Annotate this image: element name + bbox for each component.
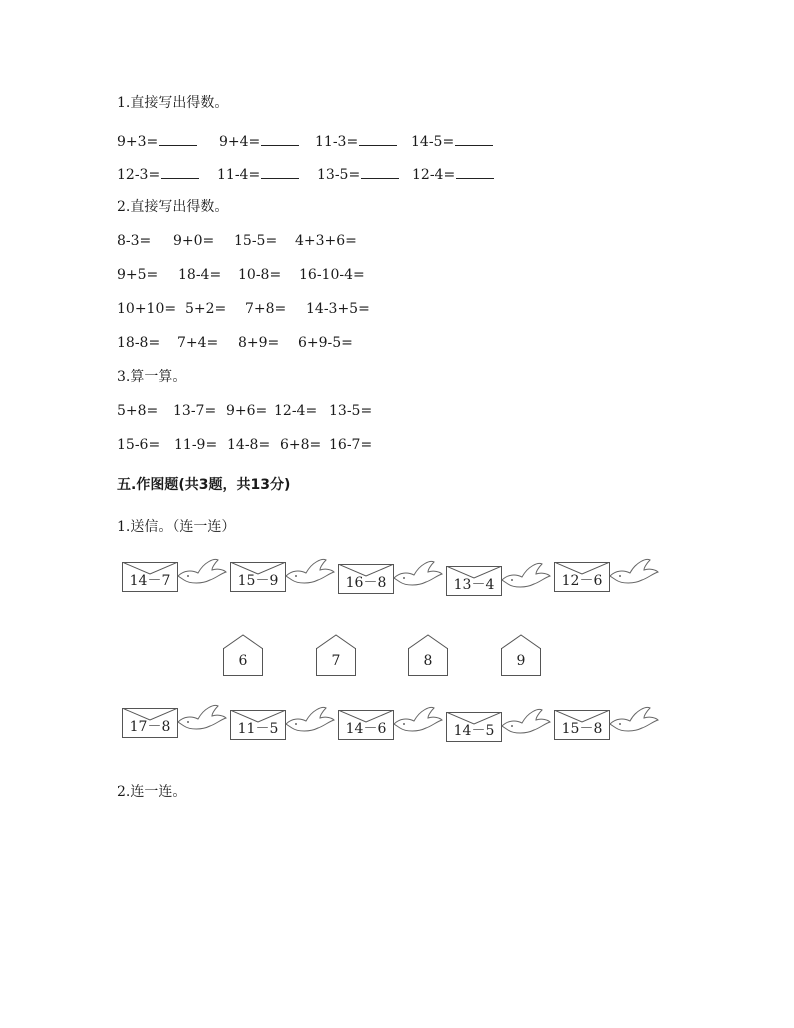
answer-blank[interactable] — [159, 131, 197, 146]
dove-icon — [282, 704, 336, 734]
letter-bottom-4[interactable] — [446, 706, 556, 754]
problem: 11-3= — [315, 131, 397, 151]
problem: 12-3= — [117, 164, 199, 184]
house-number: 6 — [238, 653, 248, 669]
problem: 6+8= — [280, 437, 322, 453]
answer-blank[interactable] — [455, 131, 493, 146]
problem: 8+9= — [238, 335, 280, 351]
letter-expression: 14－7 — [129, 573, 171, 589]
problem: 12-4= — [412, 164, 494, 184]
problem: 13-5= — [317, 164, 399, 184]
dove-icon — [174, 556, 228, 586]
house-number: 9 — [516, 653, 526, 669]
problem: 9+0= — [173, 233, 215, 249]
section3-title: 3.算一算。 — [117, 369, 187, 385]
problem: 18-8= — [117, 335, 161, 351]
q2-title: 2.连一连。 — [117, 784, 187, 800]
letter-expression: 15－9 — [237, 573, 279, 589]
problem: 10+10= — [117, 301, 177, 317]
letter-expression: 15－8 — [561, 721, 603, 737]
letter-top-3[interactable] — [338, 558, 448, 606]
problem: 14-8= — [227, 437, 271, 453]
section1-title: 1.直接写出得数。 — [117, 95, 229, 111]
letter-top-2[interactable] — [230, 556, 340, 604]
problem: 11-4= — [217, 164, 299, 184]
letter-expression: 11－5 — [237, 721, 279, 737]
dove-icon — [390, 558, 444, 588]
problem: 12-4= — [274, 403, 318, 419]
problem: 10-8= — [238, 267, 282, 283]
letter-bottom-1[interactable] — [122, 702, 232, 750]
letter-expression: 14－5 — [453, 723, 495, 739]
problem: 15-6= — [117, 437, 161, 453]
problem: 9+3= — [117, 131, 197, 151]
problem: 9+5= — [117, 267, 159, 283]
problem: 6+9-5= — [298, 335, 353, 351]
letter-top-5[interactable] — [554, 556, 664, 604]
problem: 9+6= — [226, 403, 268, 419]
house-1[interactable] — [223, 634, 263, 676]
problem: 15-5= — [234, 233, 278, 249]
problem: 14-5= — [411, 131, 493, 151]
letter-expression: 17－8 — [129, 719, 171, 735]
problem: 8-3= — [117, 233, 152, 249]
answer-blank[interactable] — [261, 131, 299, 146]
problem: 11-9= — [174, 437, 218, 453]
part5-heading: 五.作图题(共3题，共13分) — [117, 477, 291, 493]
dove-icon — [282, 556, 336, 586]
dove-icon — [174, 702, 228, 732]
answer-blank[interactable] — [361, 164, 399, 179]
problem: 18-4= — [178, 267, 222, 283]
letter-expression: 14－6 — [345, 721, 387, 737]
section2-title: 2.直接写出得数。 — [117, 199, 229, 215]
dove-icon — [498, 706, 552, 736]
dove-icon — [390, 704, 444, 734]
problem: 9+4= — [219, 131, 299, 151]
dove-icon — [606, 704, 660, 734]
problem: 16-10-4= — [299, 267, 365, 283]
letter-expression: 13－4 — [453, 577, 495, 593]
dove-icon — [498, 560, 552, 590]
letter-bottom-5[interactable] — [554, 704, 664, 752]
problem: 5+2= — [185, 301, 227, 317]
answer-blank[interactable] — [456, 164, 494, 179]
problem: 7+4= — [177, 335, 219, 351]
problem: 13-5= — [329, 403, 373, 419]
problem: 14-3+5= — [306, 301, 370, 317]
letter-top-1[interactable] — [122, 556, 232, 604]
letter-bottom-2[interactable] — [230, 704, 340, 752]
problem: 7+8= — [245, 301, 287, 317]
letter-top-4[interactable] — [446, 560, 556, 608]
problem: 4+3+6= — [295, 233, 357, 249]
answer-blank[interactable] — [261, 164, 299, 179]
house-2[interactable] — [316, 634, 356, 676]
answer-blank[interactable] — [161, 164, 199, 179]
dove-icon — [606, 556, 660, 586]
house-4[interactable] — [501, 634, 541, 676]
house-number: 7 — [331, 653, 341, 669]
house-3[interactable] — [408, 634, 448, 676]
problem: 16-7= — [329, 437, 373, 453]
q1-title: 1.送信。（连一连） — [117, 519, 236, 535]
house-number: 8 — [423, 653, 433, 669]
problem: 5+8= — [117, 403, 159, 419]
answer-blank[interactable] — [359, 131, 397, 146]
letter-expression: 12－6 — [561, 573, 603, 589]
letter-bottom-3[interactable] — [338, 704, 448, 752]
problem: 13-7= — [173, 403, 217, 419]
letter-expression: 16－8 — [345, 575, 387, 591]
